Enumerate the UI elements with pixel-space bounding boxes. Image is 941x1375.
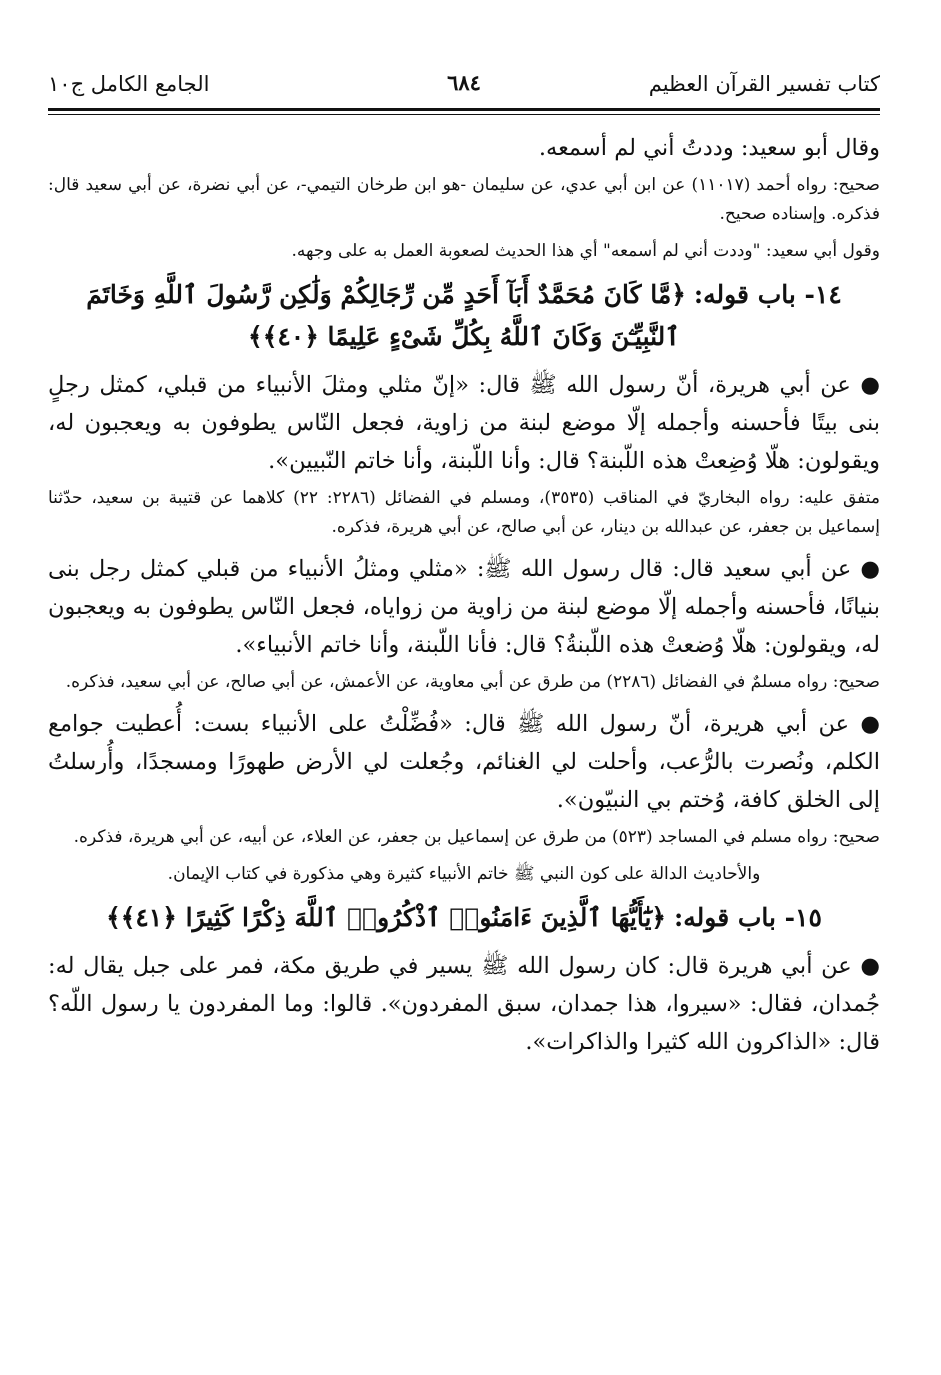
takhrij-note-4: صحيح: رواه مسلم في المساجد (٥٢٣) من طرق عن إسماعيل بن جعفر، عن العلاء، عن أبيه، عن أبي هريرة، فذكره. — [73, 827, 880, 847]
commentary-note-2: والأحاديث الدالة على كون النبي ﷺ خاتم الأنبياء كثيرة وهي مذكورة في كتاب الإيمان. — [167, 864, 761, 884]
chapter-heading-15 — [48, 897, 880, 939]
hadith-abu-hurayra-2: ● عن أبي هريرة، أنّ رسول الله ﷺ قال: «فُضِّلْتُ على الأنبياء بست: أُعطيت جوامع الكلم، ونُصرت بالرُّعب، وأحلت لي الغنائم، وجُعلت لي الأرض طهورًا ومسجدًا، وأُرسلتُ إلى الخلق كافة، وُختم بي النبيّون». — [48, 711, 880, 813]
commentary-note-1: وقول أبي سعيد: "وددت أني لم أسمعه" أي هذا الحديث لصعوبة العمل به على وجهه. — [291, 241, 880, 261]
takhrij-note-3: صحيح: رواه مسلمٌ في الفضائل (٢٢٨٦) من طرق عن أبي معاوية، عن الأعمش، عن أبي صالح، عن أبي سعيد، فذكره. — [65, 672, 880, 692]
hadith-abu-hurayra-3: ● عن أبي هريرة قال: كان رسول الله ﷺ يسير في طريق مكة، فمر على جبل يقال له: جُمدان، فقال: «سيروا، هذا جمدان، سبق المفردون». قالوا: وما المفردون يا رسول اللّه؟ قال: «الذاكرون الله كثيرا والذاكرات». — [48, 953, 880, 1055]
text-abu-saeed-quote: وقال أبو سعيد: وددتُ أني لم أسمعه. — [538, 135, 880, 161]
chapter-label-15: ١٥- باب قوله: — [674, 903, 822, 932]
takhrij-note-1: صحيح: رواه أحمد (١١٠١٧) عن ابن أبي عدي، عن سليمان -هو ابن طرخان التيمي-، عن أبي نضرة، عن أبي سعيد قال: فذكره. وإسناده صحيح. — [48, 175, 880, 224]
chapter-label-14: ١٤- باب قوله: — [693, 280, 842, 309]
chapter-heading-14 — [48, 274, 880, 358]
book-title: كتاب تفسير القرآن العظيم — [648, 72, 880, 96]
page-header — [48, 62, 880, 102]
hadith-abu-hurayra-1: ● عن أبي هريرة، أنّ رسول الله ﷺ قال: «إنّ مثلي ومثلَ الأنبياء من قبلي، كمثل رجلٍ بنى بيتًا فأحسنه وأجمله إلّا موضع لبنة من زاوية، فجعل النّاس يطوفون به ويعجبون له، ويقولون: هلّا وُضِعتْ هذه اللّبنة؟ قال: وأنا اللّبنة، وأنا خاتم النّبيين». — [48, 372, 880, 474]
takhrij-note-2: متفق عليه: رواه البخاريّ في المناقب (٣٥٣٥)، ومسلم في الفضائل (٢٢٨٦: ٢٢) كلاهما عن قتيبة بن سعيد، حدّثنا إسماعيل بن جعفر، عن عبدالله بن دينار، عن أبي صالح، عن أبي هريرة، فذكره. — [48, 488, 880, 537]
header-rule-thin — [48, 114, 880, 115]
header-rule-thick — [48, 108, 880, 111]
page-number: ٦٨٤ — [447, 70, 481, 95]
volume-label: الجامع الكامل ج١٠ — [48, 72, 210, 96]
ayah-41: ﴿يَٰٓأَيُّهَا ٱلَّذِينَ ءَامَنُوا۟ ٱذْكُرُوا۟ ٱللَّهَ ذِكْرًا كَثِيرًا ﴿٤١﴾﴾ — [106, 903, 667, 932]
ayah-40: ﴿مَّا كَانَ مُحَمَّدٌ أَبَآ أَحَدٍ مِّن رِّجَالِكُمْ وَلَٰكِن رَّسُولَ ٱللَّهِ وَخَاتَمَ ٱلنَّبِيِّـۧنَ وَكَانَ ٱللَّهُ بِكُلِّ شَىْءٍ عَلِيمًا ﴿٤٠﴾﴾ — [86, 280, 686, 351]
hadith-abu-saeed: ● عن أبي سعيد قال: قال رسول الله ﷺ: «مثلي ومثلُ الأنبياء من قبلي كمثل رجل بنى بنيانًا، فأحسنه وأجمله إلّا موضع لبنة من زاوية من زواياه، فجعل النّاس يطوفون به ويعجبون له، ويقولون: هلّا وُضعتْ هذه اللّبنةُ؟ قال: فأنا اللّبنة، وأنا خاتم الأنبياء». — [48, 556, 880, 658]
book-page — [48, 62, 880, 1065]
